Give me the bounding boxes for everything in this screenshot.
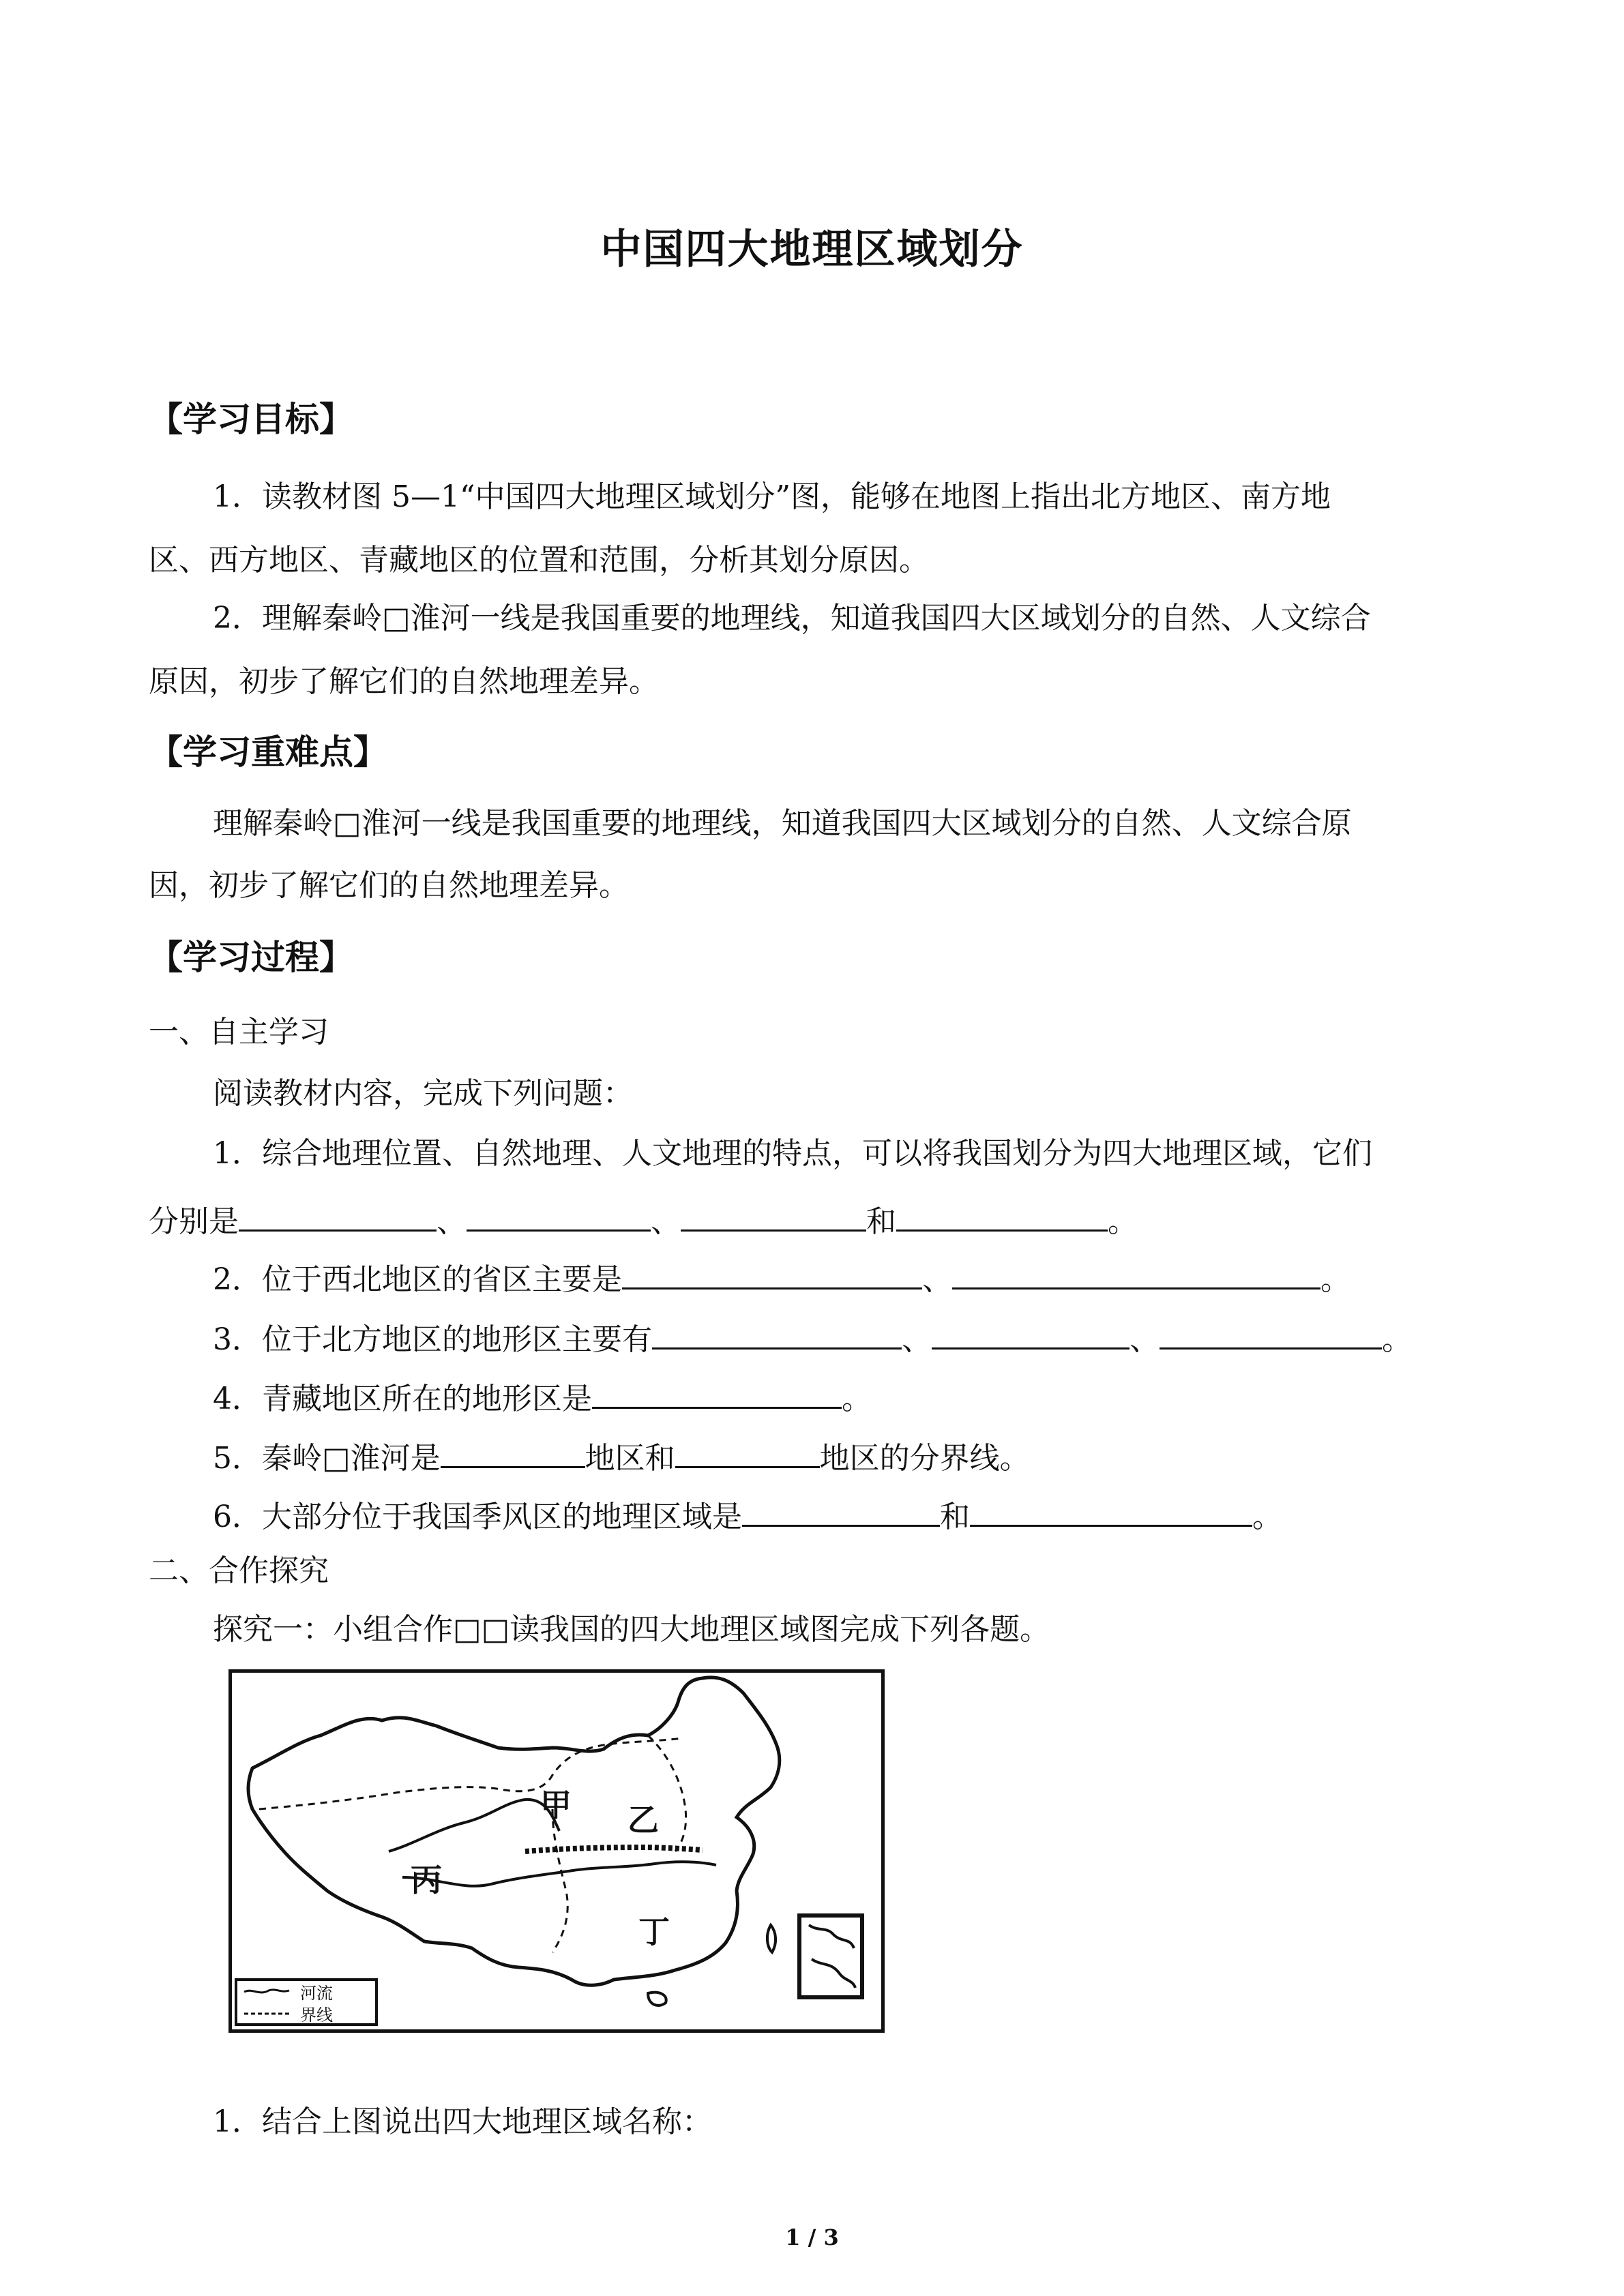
self-study-heading: 一、自主学习 — [149, 1015, 329, 1049]
question-2-label: 2．位于西北地区的省区主要是 — [213, 1262, 622, 1297]
separator: 、 — [902, 1322, 932, 1357]
separator: 、 — [1130, 1322, 1160, 1357]
answer-blank[interactable] — [932, 1320, 1130, 1350]
legend-border-label: 界线 — [300, 2006, 333, 2025]
conjunction: 和 — [940, 1500, 970, 1534]
end-mark: 。 — [1252, 1500, 1282, 1534]
china-outline — [248, 1678, 780, 1985]
question-1-label: 分别是 — [149, 1204, 239, 1239]
end-mark: 。 — [1382, 1322, 1412, 1357]
answer-blank[interactable] — [441, 1439, 585, 1468]
question-3-label: 3．位于北方地区的地形区主要有 — [213, 1322, 652, 1357]
answer-blank[interactable] — [896, 1202, 1108, 1232]
question-4-label: 4．青藏地区所在的地形区是 — [213, 1382, 592, 1416]
answer-blank[interactable] — [652, 1320, 902, 1350]
separator: 、 — [437, 1204, 467, 1239]
end-mark: 。 — [1320, 1262, 1350, 1297]
explore-1-question-1: 1．结合上图说出四大地理区域名称： — [213, 2104, 712, 2139]
boundary-west-qinghai — [552, 1809, 567, 1952]
answer-blank[interactable] — [622, 1260, 922, 1289]
goal-2-line-1: 2．理解秦岭□淮河一线是我国重要的地理线，知道我国四大区域划分的自然、人文综合 — [213, 601, 1371, 636]
explore-1-instruction: 探究一：小组合作□□读我国的四大地理区域图完成下列各题。 — [213, 1612, 1050, 1647]
region-label-bing: 丙 — [411, 1862, 442, 1898]
key-points-line-1: 理解秦岭□淮河一线是我国重要的地理线，知道我国四大区域划分的自然、人文综合原 — [213, 806, 1352, 841]
goal-1-line-2: 区、西方地区、青藏地区的位置和范围，分析其划分原因。 — [149, 543, 929, 578]
boundary-north-west — [259, 1738, 682, 1809]
question-5-end: 地区的分界线。 — [819, 1441, 1030, 1476]
question-2 — [213, 1260, 1350, 1295]
conjunction: 和 — [866, 1204, 896, 1239]
goal-1-line-1: 1．读教材图 5—1“中国四大地理区域划分”图，能够在地图上指出北方地区、南方地 — [213, 479, 1331, 514]
question-5 — [213, 1439, 1030, 1474]
page-number: 1 / 3 — [785, 2224, 839, 2250]
section-heading-process: 【学习过程】 — [149, 937, 353, 977]
taiwan-island — [767, 1925, 776, 1952]
cooperation-heading: 二、合作探究 — [149, 1553, 329, 1588]
question-5-label: 5．秦岭□淮河是 — [213, 1441, 441, 1476]
inset-detail — [809, 1925, 855, 1988]
question-3 — [213, 1320, 1412, 1355]
question-1-line-2 — [149, 1202, 1138, 1237]
goal-2-line-2: 原因，初步了解它们的自然地理差异。 — [149, 664, 659, 699]
answer-blank[interactable] — [952, 1260, 1320, 1289]
question-4 — [213, 1380, 872, 1414]
question-1-line-1: 1．综合地理位置、自然地理、人文地理的特点，可以将我国划分为四大地理区域，它们 — [213, 1136, 1372, 1171]
question-6 — [213, 1497, 1282, 1532]
self-study-intro: 阅读教材内容，完成下列问题： — [213, 1076, 633, 1111]
china-regions-map — [228, 1669, 885, 2033]
section-heading-key-points: 【学习重难点】 — [149, 732, 387, 772]
answer-blank[interactable] — [1160, 1320, 1382, 1350]
separator: 、 — [922, 1262, 952, 1297]
separator: 、 — [651, 1204, 681, 1239]
question-6-label: 6．大部分位于我国季风区的地理区域是 — [213, 1500, 742, 1534]
section-heading-goals: 【学习目标】 — [149, 399, 353, 439]
key-points-line-2: 因，初步了解它们的自然地理差异。 — [149, 868, 629, 903]
region-label-yi: 乙 — [628, 1802, 659, 1838]
river-yellow — [389, 1800, 559, 1851]
answer-blank[interactable] — [681, 1202, 866, 1232]
answer-blank[interactable] — [592, 1380, 842, 1409]
region-label-jia: 甲 — [540, 1787, 572, 1823]
page-title: 中国四大地理区域划分 — [600, 226, 1024, 273]
region-label-ding: 丁 — [638, 1913, 670, 1950]
river-yangtze — [402, 1862, 716, 1886]
answer-blank[interactable] — [467, 1202, 651, 1232]
legend-river-label: 河流 — [300, 1984, 333, 2003]
end-mark: 。 — [842, 1382, 872, 1416]
answer-blank[interactable] — [675, 1439, 820, 1468]
answer-blank[interactable] — [239, 1202, 437, 1232]
end-mark: 。 — [1108, 1204, 1138, 1239]
hainan-island — [648, 1993, 666, 2006]
china-map-drawing — [232, 1673, 881, 2029]
question-5-middle: 地区和 — [585, 1441, 675, 1476]
answer-blank[interactable] — [970, 1497, 1252, 1527]
answer-blank[interactable] — [742, 1497, 940, 1527]
